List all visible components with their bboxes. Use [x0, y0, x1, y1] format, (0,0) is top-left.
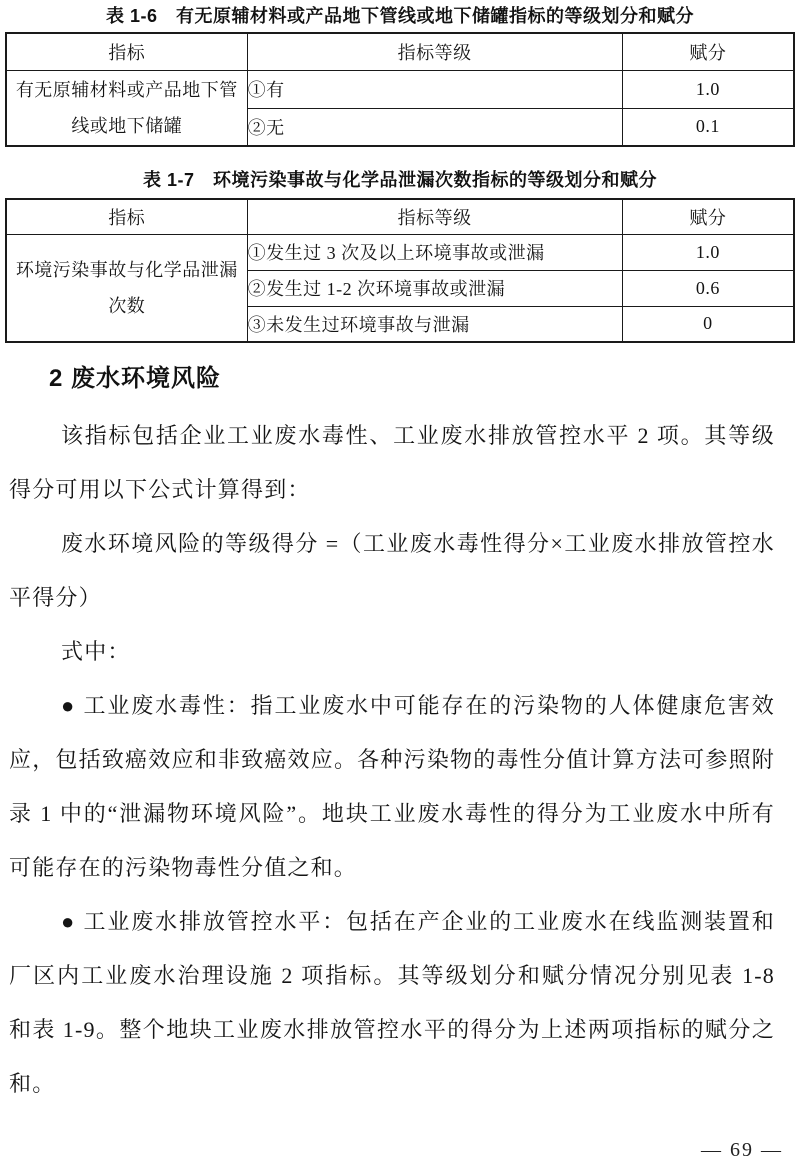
table-1-7: [5, 198, 795, 343]
column-header-grade: 指标等级: [247, 199, 622, 234]
column-header-indicator: 指标: [6, 33, 247, 70]
column-header-grade: 指标等级: [247, 33, 622, 70]
indicator-cell: 环境污染事故与化学品泄漏次数: [6, 234, 247, 342]
column-header-indicator: 指标: [6, 199, 247, 234]
indicator-cell: 有无原辅材料或产品地下管线或地下储罐: [6, 70, 247, 146]
body-paragraph-bullet: ● 工业废水排放管控水平：包括在产企业的工业废水在线监测装置和厂区内工业废水治理设施 2 项指标。其等级划分和赋分情况分别见表 1-8 和表 1-9。整个地块工业废水排放管控水平的得分为上述两项指标的赋分之和。: [9, 909, 775, 1096]
grade-cell: ①有: [247, 70, 622, 108]
column-header-score: 赋分: [622, 33, 794, 70]
score-cell: 1.0: [622, 234, 794, 270]
document-page: [0, 5, 800, 1170]
grade-cell: ②发生过 1-2 次环境事故或泄漏: [247, 270, 622, 306]
table-1-6: [5, 32, 795, 147]
body-text: [0, 409, 800, 1111]
grade-cell: ①发生过 3 次及以上环境事故或泄漏: [247, 234, 622, 270]
grade-cell: ③未发生过环境事故与泄漏: [247, 306, 622, 342]
body-paragraph: 式中：: [61, 639, 131, 664]
score-cell: 0.6: [622, 270, 794, 306]
table-header-row: [6, 199, 794, 234]
table-header-row: [6, 33, 794, 70]
score-cell: 0: [622, 306, 794, 342]
body-paragraph-formula: 废水环境风险的等级得分 =（工业废水毒性得分×工业废水排放管控水平得分）: [9, 531, 775, 610]
table-row: [6, 234, 794, 270]
body-paragraph: 该指标包括企业工业废水毒性、工业废水排放管控水平 2 项。其等级得分可用以下公式计算得到：: [9, 423, 775, 502]
page-number: — 69 —: [701, 1139, 783, 1161]
table-1-6-caption: 表 1-6 有无原辅材料或产品地下管线或地下储罐指标的等级划分和赋分: [105, 6, 694, 26]
table-1-7-caption: 表 1-7 环境污染事故与化学品泄漏次数指标的等级划分和赋分: [142, 170, 657, 190]
column-header-score: 赋分: [622, 199, 794, 234]
grade-cell: ②无: [247, 108, 622, 146]
table-row: [6, 70, 794, 108]
score-cell: 0.1: [622, 108, 794, 146]
body-paragraph-bullet: ● 工业废水毒性：指工业废水中可能存在的污染物的人体健康危害效应，包括致癌效应和非致癌效应。各种污染物的毒性分值计算方法可参照附录 1 中的“泄漏物环境风险”。地块工业废水毒性的得分为工业废水中所有可能存在的污染物毒性分值之和。: [9, 693, 775, 880]
section-heading: 2 废水环境风险: [49, 365, 222, 392]
score-cell: 1.0: [622, 70, 794, 108]
